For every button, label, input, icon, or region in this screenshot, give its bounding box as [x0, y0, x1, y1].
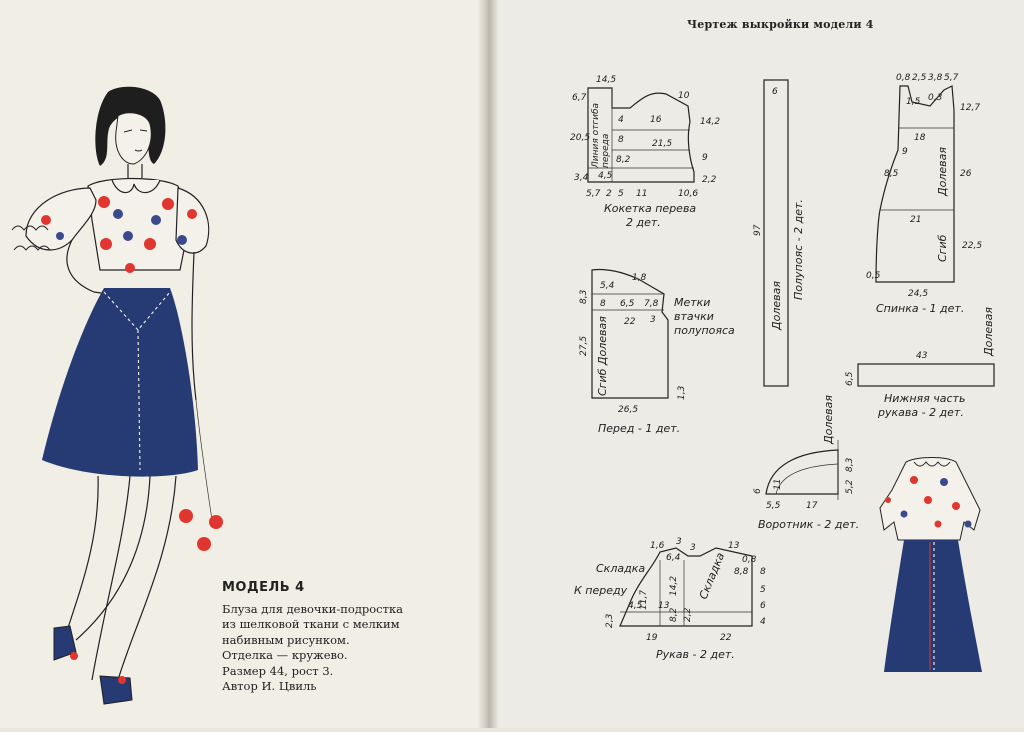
- description-line-5: Размер 44, рост 3.: [222, 663, 334, 678]
- back-num: 21: [910, 215, 922, 225]
- back-fold: Сгиб: [936, 234, 949, 262]
- collar-grain: Долевая: [822, 395, 835, 444]
- yoke-num: 16: [650, 115, 662, 125]
- sleeve-fold-1: Складка: [596, 562, 646, 575]
- sleeve-piece: [574, 537, 766, 661]
- back-num: 18: [914, 133, 926, 143]
- back-num: 22,5: [962, 241, 983, 251]
- yoke-num: 9: [702, 153, 708, 163]
- yoke-inner-text: Линия отгиба: [591, 102, 601, 168]
- sleeve-num: 1,6: [650, 541, 665, 551]
- back-num: 24,5: [908, 289, 929, 299]
- sleeve-num: 3: [690, 543, 696, 553]
- back-grain: Долевая: [936, 147, 949, 196]
- yoke-num: 2,2: [702, 175, 717, 185]
- front-marks-2: втачки: [674, 310, 714, 323]
- yoke-num: 20,5: [570, 133, 591, 143]
- back-num: 0,8: [896, 73, 911, 83]
- collar-label: Воротник - 2 дет.: [758, 518, 860, 531]
- front-num: 1,3: [677, 385, 687, 400]
- sleeve-to-front: К переду: [574, 584, 628, 597]
- sleeve-num: 6,4: [666, 553, 681, 563]
- yoke-num: 8,2: [616, 155, 631, 165]
- sleeve-num: 22: [720, 633, 732, 643]
- back-num: 8,5: [884, 169, 899, 179]
- description-line-4: Отделка — кружево.: [222, 648, 348, 662]
- pattern-header: Чертеж выкройки модели 4: [687, 18, 874, 31]
- description-line-3: набивным рисунком.: [222, 632, 350, 647]
- sleeve-label: Рукав - 2 дет.: [656, 648, 735, 661]
- yoke-num: 6,7: [572, 93, 587, 103]
- front-num: 6,5: [620, 299, 635, 309]
- yoke-num: 14,2: [700, 117, 721, 127]
- collar-piece: [753, 395, 859, 531]
- sleeve-num: 4: [760, 617, 766, 627]
- yoke-num: 10,6: [678, 189, 699, 199]
- collar-num: 5,5: [766, 501, 781, 511]
- back-num: 2,5: [912, 73, 927, 83]
- collar-num: 5,2: [845, 479, 855, 494]
- sleeve-num: 6: [760, 601, 766, 611]
- back-num: 9: [902, 147, 908, 157]
- sleeve-num: 5: [760, 585, 766, 595]
- yoke-num: 21,5: [652, 139, 673, 149]
- collar-num: 17: [806, 501, 818, 511]
- back-piece: [866, 73, 982, 315]
- front-num: 26,5: [618, 405, 639, 415]
- waistband-num: 97: [753, 224, 763, 236]
- yoke-count: 2 дет.: [626, 216, 661, 229]
- yoke-num: 14,5: [596, 75, 617, 85]
- waistband-piece: [753, 80, 805, 386]
- front-num: 22: [624, 317, 636, 327]
- yoke-num: 10: [678, 91, 690, 101]
- collar-num: 6: [753, 488, 763, 494]
- lower-sleeve-grain: Долевая: [982, 307, 995, 356]
- lower-sleeve-num: 43: [916, 351, 928, 361]
- sleeve-num: 2,3: [605, 613, 615, 628]
- collar-num: 8,3: [845, 457, 855, 472]
- yoke-num: 3,4: [574, 173, 589, 183]
- sleeve-num: 8,2: [669, 607, 679, 622]
- lower-sleeve-piece: [845, 307, 995, 419]
- front-num: 27,5: [579, 335, 589, 356]
- back-num: 5,7: [944, 73, 959, 83]
- sleeve-fold-2: Складка: [696, 550, 728, 602]
- front-marks-3: полупояса: [674, 324, 735, 337]
- garment-preview: [880, 458, 982, 673]
- yoke-piece: [570, 75, 720, 229]
- front-piece: [579, 269, 735, 435]
- yoke-inner-text: переда: [601, 133, 611, 168]
- sleeve-num: 4,5: [628, 601, 643, 611]
- back-num: 0,5: [866, 271, 881, 281]
- front-label: Перед - 1 дет.: [598, 422, 681, 435]
- yoke-num: 4,5: [598, 171, 613, 181]
- yoke-num: 5,7: [586, 189, 601, 199]
- collar-num: 11: [773, 478, 783, 490]
- front-num: 5,4: [600, 281, 615, 291]
- front-num: 3: [650, 315, 656, 325]
- yoke-num: 8: [618, 135, 624, 145]
- sleeve-num: 11,7: [639, 589, 649, 610]
- description-line-2: из шелковой ткани с мелким: [222, 617, 400, 631]
- sleeve-num: 0,8: [742, 555, 757, 565]
- sleeve-num: 3: [676, 537, 682, 547]
- description-line-1: Блуза для девочки-подростка: [222, 601, 404, 616]
- model-title: МОДЕЛЬ 4: [222, 580, 305, 595]
- lower-sleeve-num: 6,5: [845, 371, 855, 386]
- sleeve-num: 13: [728, 541, 740, 551]
- description-line-6: Автор И. Цвиль: [222, 679, 317, 693]
- front-num: 8: [600, 299, 606, 309]
- back-num: 12,7: [960, 103, 981, 113]
- front-num: 7,8: [644, 299, 659, 309]
- waistband-label: Полупояс - 2 дет.: [792, 199, 805, 300]
- back-num: 3,8: [928, 73, 943, 83]
- back-num: 1,5: [906, 97, 921, 107]
- waistband-grain: Долевая: [770, 281, 783, 330]
- front-num: 1,8: [632, 273, 647, 283]
- yoke-num: 2: [606, 189, 612, 199]
- front-marks-1: Метки: [674, 296, 711, 309]
- lower-sleeve-label-2: рукава - 2 дет.: [878, 406, 964, 419]
- back-num: 26: [960, 169, 972, 179]
- yoke-num: 11: [636, 189, 648, 199]
- sleeve-num: 14,2: [669, 575, 679, 596]
- yoke-num: 4: [618, 115, 624, 125]
- sleeve-num: 2,2: [683, 607, 693, 622]
- waistband-num: 6: [772, 87, 778, 97]
- sleeve-num: 13: [658, 601, 670, 611]
- back-label: Спинка - 1 дет.: [876, 302, 965, 315]
- sleeve-num: 19: [646, 633, 658, 643]
- lower-sleeve-label-1: Нижняя часть: [884, 392, 966, 405]
- yoke-label: Кокетка перева: [604, 202, 697, 215]
- sleeve-num: 8,8: [734, 567, 749, 577]
- sleeve-num: 8: [760, 567, 766, 577]
- front-fold-grain: Сгиб Долевая: [596, 316, 609, 396]
- back-num: 0,3: [928, 93, 943, 103]
- front-num: 8,3: [579, 289, 589, 304]
- yoke-num: 5: [618, 189, 624, 199]
